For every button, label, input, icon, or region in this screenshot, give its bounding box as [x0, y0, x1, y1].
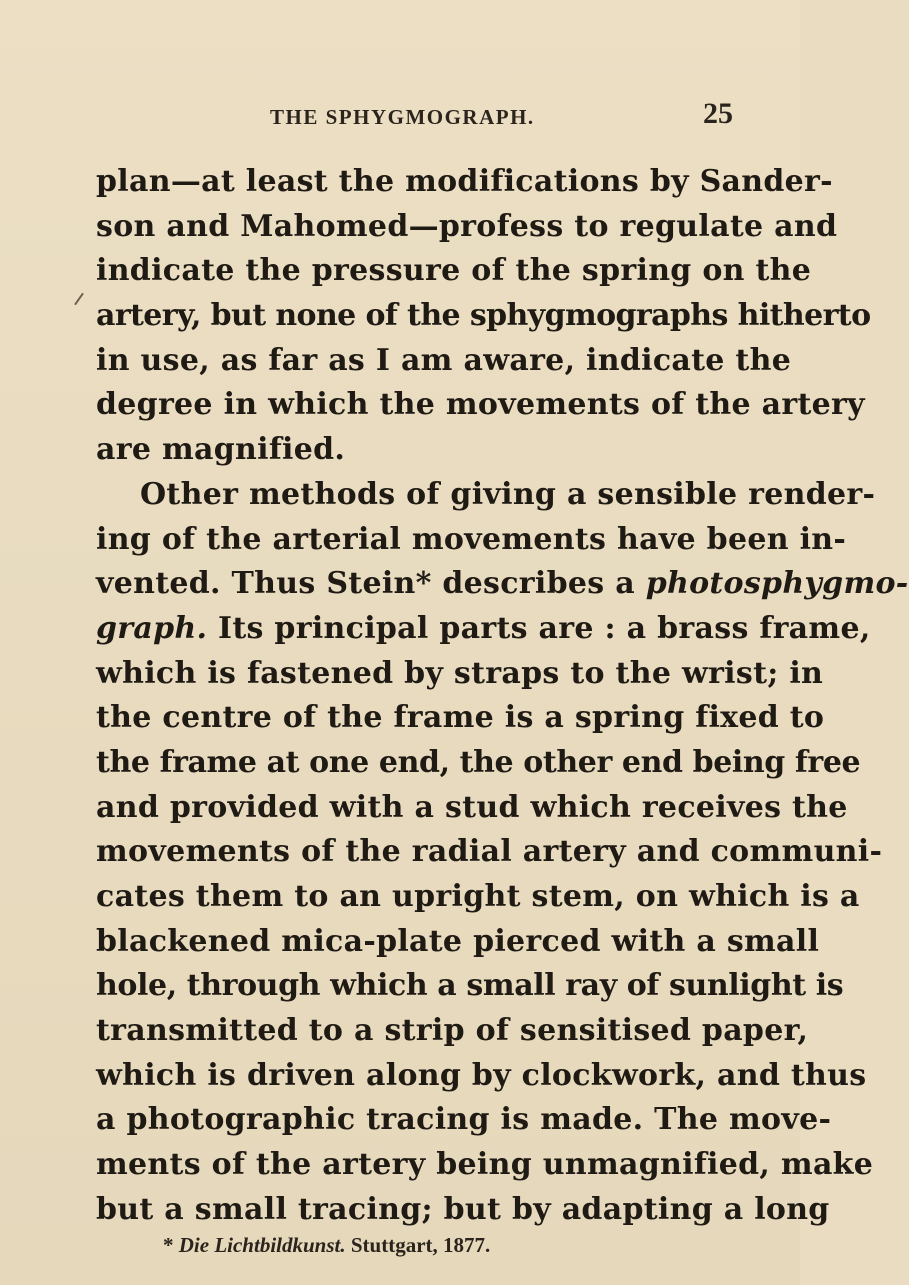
text-line: in use, as far as I am aware, indicate the [96, 342, 792, 378]
text-line: but a small tracing; but by adapting a long [96, 1191, 830, 1227]
text-segment: vented. Thus Stein* describes a [96, 566, 635, 602]
footnote [163, 1233, 490, 1258]
text-line: and provided with a stud which receives the [96, 789, 848, 825]
text-line: indicate the pressure of the spring on the [96, 253, 812, 289]
text-line: transmitted to a strip of sensitised paper, [96, 1013, 809, 1049]
text-line-with-italic [96, 562, 909, 607]
page-number: 25 [703, 97, 733, 130]
italic-term: photosphygmo- [645, 566, 909, 602]
text-line: hole, through which a small ray of sunlight is [96, 968, 844, 1004]
text-line: degree in which the movements of the artery [96, 387, 865, 423]
text-line: a photographic tracing is made. The move- [96, 1102, 832, 1138]
text-line: artery, but none of the sphygmographs hitherto [96, 298, 871, 334]
text-line-with-italic [96, 607, 871, 652]
text-line: son and Mahomed—profess to regulate and [96, 208, 838, 244]
text-line: Other methods of giving a sensible render- [140, 476, 876, 512]
text-line: which is driven along by clockwork, and thus [96, 1057, 867, 1093]
text-line: plan—at least the modifications by Sander- [96, 164, 833, 199]
text-line: which is fastened by straps to the wrist; in [96, 655, 824, 691]
text-line: ing of the arterial movements have been in- [96, 521, 847, 557]
text-line: blackened mica-plate pierced with a small [96, 923, 820, 959]
text-line: cates them to an upright stem, on which is a [96, 879, 860, 914]
text-line: are magnified. [96, 432, 346, 468]
footnote-marker: * [163, 1233, 174, 1257]
body-text [96, 160, 909, 1233]
text-line: the centre of the frame is a spring fixed to [96, 700, 825, 736]
margin-pencil-mark [74, 293, 84, 306]
text-segment: Its principal parts are : a brass frame, [207, 610, 871, 646]
running-title: THE SPHYGMOGRAPH. [270, 105, 535, 129]
footnote-title: Die Lichtbildkunst. [178, 1233, 346, 1257]
running-head [95, 97, 735, 137]
text-line: ments of the artery being unmagnified, make [96, 1147, 874, 1183]
italic-term-end: graph. [96, 610, 208, 646]
text-line: the frame at one end, the other end being free [96, 744, 861, 780]
footnote-rest: Stuttgart, 1877. [345, 1233, 491, 1257]
text-line: movements of the radial artery and communi- [96, 834, 883, 870]
